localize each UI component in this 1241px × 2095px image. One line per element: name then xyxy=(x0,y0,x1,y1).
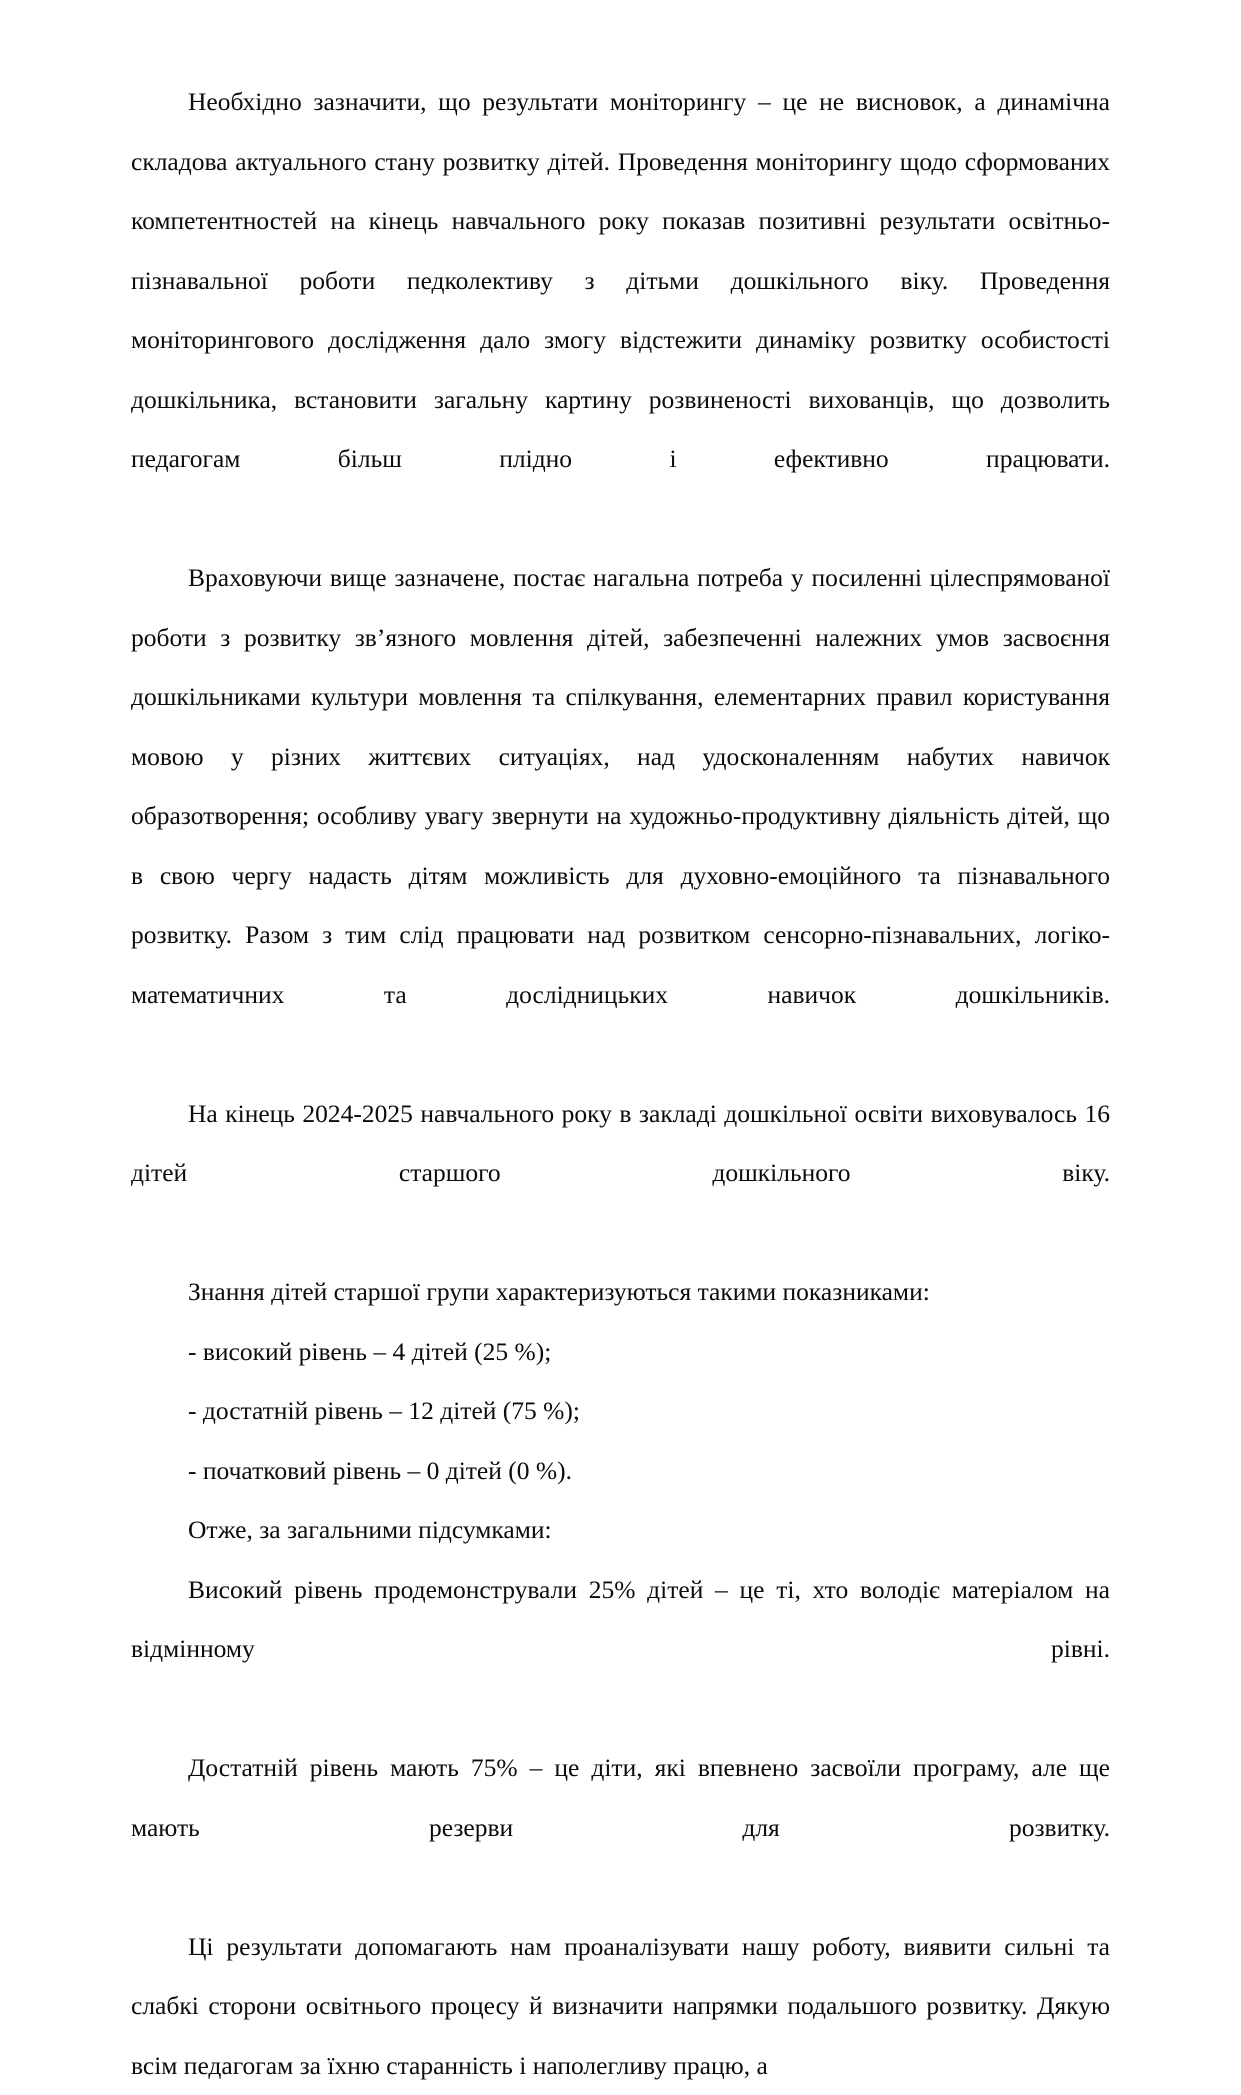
paragraph-enrollment-count: На кінець 2024-2025 навчального року в закладі дошкільної освіти виховувалось 16 дітей старшого дошкільного віку. xyxy=(131,1084,1110,1263)
lead-in-knowledge-indicators: Знання дітей старшої групи характеризуються такими показниками: xyxy=(131,1262,1110,1322)
lead-in-overall-summary: Отже, за загальними підсумками: xyxy=(131,1500,1110,1560)
list-item-high-level: - високий рівень – 4 дітей (25 %); xyxy=(131,1322,1110,1382)
list-item-sufficient-level: - достатній рівень – 12 дітей (75 %); xyxy=(131,1381,1110,1441)
paragraph-conclusion-continued: Ці результати допомагають нам проаналізувати нашу роботу, виявити сильні та слабкі сторони освітнього процесу й визначити напрямки подальшого розвитку. Дякую всім педагогам за їхню старанність і наполегливу працю, а xyxy=(131,1917,1110,2095)
paragraph-high-level-summary: Високий рівень продемонстрували 25% дітей – це ті, хто володіє матеріалом на відмінному рівні. xyxy=(131,1560,1110,1739)
paragraph-sufficient-level-summary: Достатній рівень мають 75% – це діти, які впевнено засвоїли програму, але ще мають резерви для розвитку. xyxy=(131,1738,1110,1917)
list-item-initial-level: - початковий рівень – 0 дітей (0 %). xyxy=(131,1441,1110,1501)
document-text-body xyxy=(131,72,1110,2095)
paragraph-monitoring-results: Необхідно зазначити, що результати моніторингу – це не висновок, а динамічна складова актуального стану розвитку дітей. Проведення моніторингу щодо сформованих компетентностей на кінець навчального року показав позитивні результати освітньо-пізнавальної роботи педколективу з дітьми дошкільного віку. Проведення моніторингового дослідження дало змогу відстежити динаміку розвитку особистості дошкільника, встановити загальну картину розвиненості вихованців, що дозволить педагогам більш плідно і ефективно працювати. xyxy=(131,72,1110,548)
paragraph-speech-development-needs: Враховуючи вище зазначене, постає нагальна потреба у посиленні цілеспрямованої роботи з розвитку зв’язного мовлення дітей, забезпеченні належних умов засвоєння дошкільниками культури мовлення та спілкування, елементарних правил користування мовою у різних життєвих ситуаціях, над удосконаленням набутих навичок образотворення; особливу увагу звернути на художньо-продуктивну діяльність дітей, що в свою чергу надасть дітям можливість для духовно-емоційного та пізнавального розвитку. Разом з тим слід працювати над розвитком сенсорно-пізнавальних, логіко-математичних та дослідницьких навичок дошкільників. xyxy=(131,548,1110,1084)
